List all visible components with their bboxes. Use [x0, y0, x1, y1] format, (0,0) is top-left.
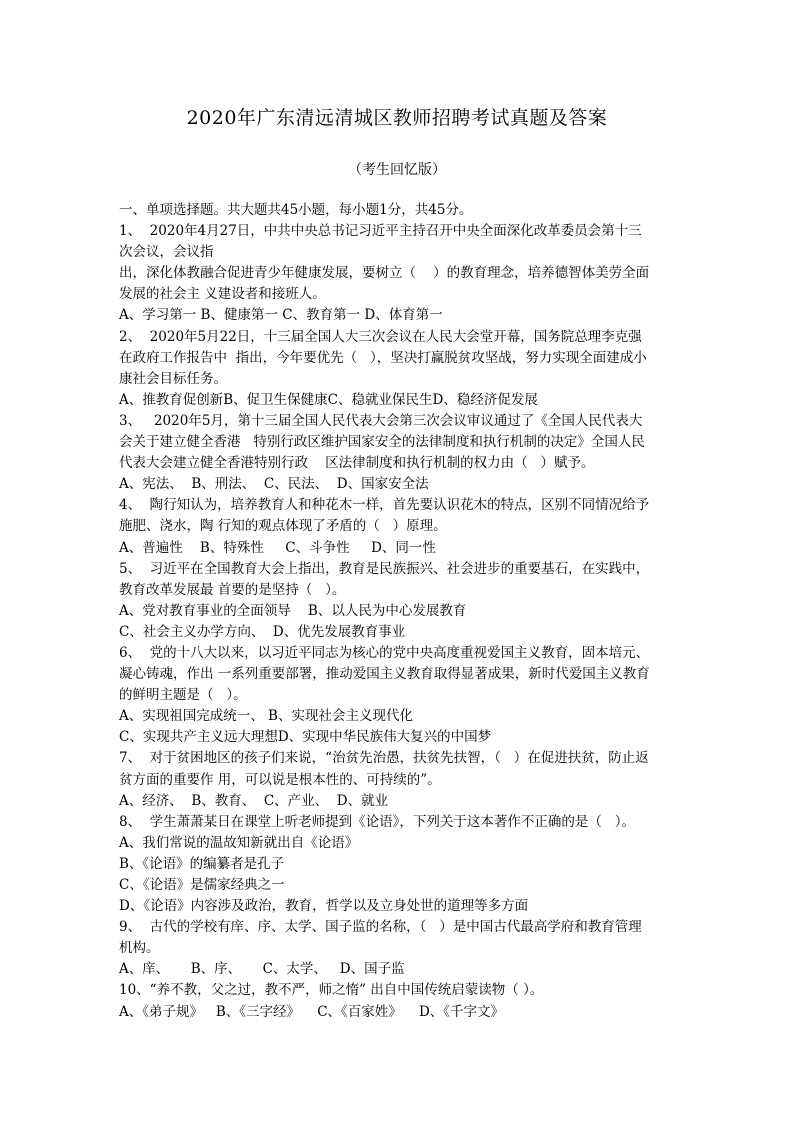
text-line: 1、 2020年4月27日，中共中央总书记习近平主持召开中央全面深化改革委员会第十三: [119, 223, 642, 240]
text-line: 发展的社会主 义建设者和接班人。: [119, 286, 326, 303]
text-line: 机构。: [119, 940, 160, 957]
text-line: 会关于建立健全香港 特别行政区维护国家安全的法律制度和执行机制的决定》全国人民: [119, 434, 645, 451]
text-line: C、实现共产主义远大理想D、实现中华民族伟大复兴的中国梦: [119, 729, 492, 746]
text-line: 3、 2020年5月，第十三届全国人民代表大会第三次会议审议通过了《全国人民代表大: [119, 412, 643, 429]
text-line: 康社会目标任务。: [119, 370, 227, 387]
text-line: C、《论语》是儒家经典之一: [119, 877, 285, 893]
text-line: 施肥、浇水，陶 行知的观点体现了矛盾的（ ）原理。: [119, 518, 447, 535]
text-line: B、《论语》的编纂者是孔子: [119, 855, 285, 872]
text-line: 凝心铸魂，作出 一系列重要部署，推动爱国主义教育取得显著成果，新时代爱国主义教育: [119, 666, 650, 683]
text-line: 一、单项选择题。共大题共45小题，每小题1分，共45分。: [119, 202, 473, 218]
text-line: A、实现祖国完成统一、 B、实现社会主义现代化: [119, 708, 413, 725]
text-line: A、学习第一 B、健康第一 C、教育第一 D、体育第一: [119, 307, 443, 324]
text-line: 次会议，会议指: [119, 244, 214, 261]
text-line: A、推教育促创新B、促卫生保健康C、稳就业保民生D、稳经济促发展: [119, 391, 538, 408]
document-subtitle: （考生回忆版）: [348, 162, 446, 178]
text-line: 贫方面的重要作 用，可以说是根本性的、可持续的”。: [119, 771, 441, 788]
text-line: 在政府工作报告中 指出，今年要优先（ ），坚决打赢脱贫攻坚战，努力实现全面建成小: [119, 349, 647, 366]
text-line: A、我们常说的温故知新就出自《论语》: [119, 834, 359, 851]
text-line: 的鲜明主题是（ ）。: [119, 687, 247, 704]
text-line: A、庠、 B、序、 C、太学、 D、国子监: [119, 961, 405, 978]
text-line: 7、 对于贫困地区的孩子们来说，“治贫先治愚，扶贫先扶智，（ ）在促进扶贫，防止返: [119, 750, 649, 767]
document-title: 2020年广东清远清城区教师招聘考试真题及答案: [186, 107, 608, 129]
text-line: 出，深化体教融合促进青少年健康发展，要树立（ ）的教育理念，培养德智体美劳全面: [119, 265, 650, 282]
text-line: D、《论语》内容涉及政治，教育，哲学以及立身处世的道理等多方面: [119, 898, 529, 915]
text-line: 2、 2020年5月22日，十三届全国人大三次会议在人民大会堂开幕，国务院总理李克强: [119, 328, 642, 345]
document-body: [119, 200, 685, 1023]
text-line: A、普遍性 B、特殊性 C、斗争性 D、同一性: [119, 539, 436, 556]
text-line: 9、 古代的学校有庠、序、太学、国子监的名称，（ ）是中国古代最高学府和教育管理: [119, 919, 642, 936]
text-line: A、党对教育事业的全面领导 B、以人民为中心发展教育: [119, 602, 467, 619]
text-line: 6、 党的十八大以来，以习近平同志为核心的党中央高度重视爱国主义教育，固本培元、: [119, 644, 650, 661]
text-line: A、《弟子规》 B、《三字经》 C、《百家姓》 D、《千字文》: [119, 1003, 505, 1020]
text-line: 代表大会建立健全香港特别行政 区法律制度和执行机制的权力由（ ）赋予。: [119, 455, 595, 472]
text-line: 10、“养不教，父之过，教不严，师之惰” 出自中国传统启蒙读物（ ）。: [119, 982, 544, 999]
text-line: 8、 学生萧萧某日在课堂上听老师提到《论语》，下列关于这本著作不正确的是（ ）。: [119, 813, 636, 830]
text-line: A、宪法、 B、刑法、 C、民法、 D、国家安全法: [119, 476, 429, 493]
text-line: A、经济、 B、教育、 C、产业、 D、就业: [119, 792, 389, 809]
text-line: 4、 陶行知认为，培养教育人和种花木一样，首先要认识花木的特点，区别不同情况给予: [119, 497, 650, 514]
text-line: 5、 习近平在全国教育大会上指出，教育是民族振兴、社会进步的重要基石，在实践中，: [119, 560, 650, 577]
text-line: 教育改革发展最 首要的是坚持（ ）。: [119, 581, 346, 598]
text-line: C、社会主义办学方向、 D、优先发展教育事业: [119, 623, 406, 640]
